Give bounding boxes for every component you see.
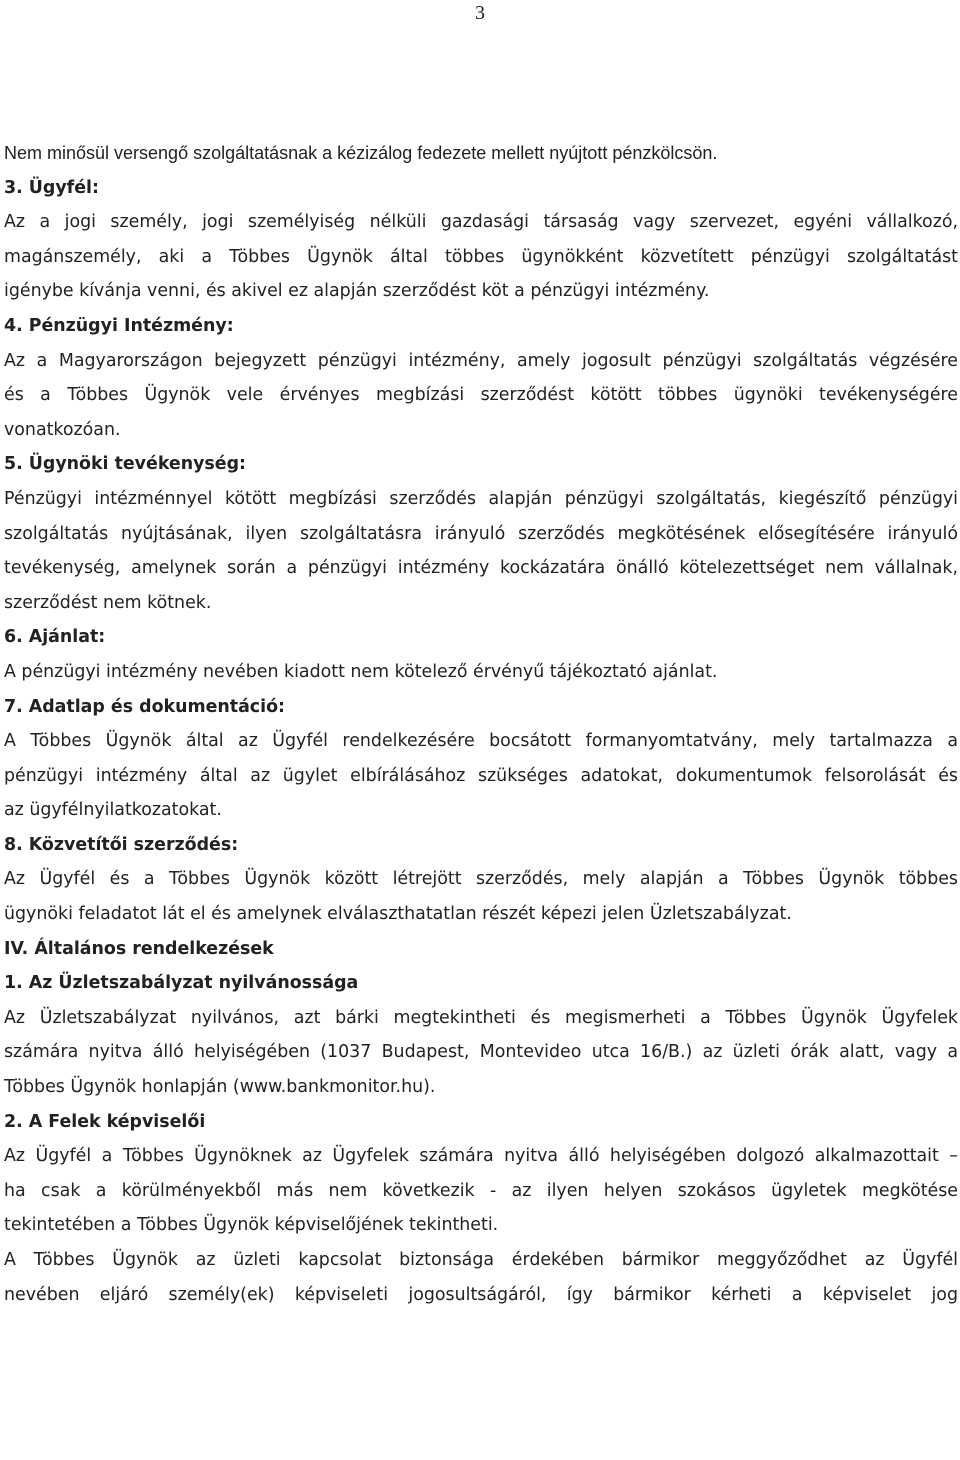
paragraph-line: szolgáltatás nyújtásának, ilyen szolgáltatásra irányuló szerződés megkötésének elősegítésére irányuló <box>4 523 958 544</box>
paragraph-line: magánszemély, aki a Többes Ügynök által többes ügynökként közvetített pénzügyi szolgáltatást <box>4 246 958 267</box>
paragraph-line: az ügyfélnyilatkozatokat. <box>4 800 222 821</box>
paragraph-line: ügynöki feladatot lát el és amelynek elválaszthatatlan részét képezi jelen Üzletszabályzat. <box>4 904 792 925</box>
paragraph-line: ha csak a körülményekből más nem következik - az ilyen helyen szokásos ügyletek megkötése <box>4 1180 958 1201</box>
paragraph-line: Az Ügyfél a Többes Ügynöknek az Ügyfelek számára nyitva álló helyiségében dolgozó alkalmazottait – <box>4 1146 958 1167</box>
section-heading: 5. Ügynöki tevékenység: <box>4 454 246 475</box>
section-heading: 2. A Felek képviselői <box>4 1111 206 1132</box>
paragraph <box>4 724 958 828</box>
paragraph-line: szerződést nem kötnek. <box>4 592 212 613</box>
paragraph-line: Az a jogi személy, jogi személyiség nélküli gazdasági társaság vagy szervezet, egyéni vállalkozó, <box>4 212 958 233</box>
paragraph-line: igénybe kívánja venni, és akivel ez alapján szerződést köt a pénzügyi intézmény. <box>4 281 710 302</box>
paragraph <box>4 344 958 448</box>
section-heading: 4. Pénzügyi Intézmény: <box>4 315 234 336</box>
paragraph <box>4 1139 958 1243</box>
paragraph <box>4 136 958 171</box>
paragraph-line: Többes Ügynök honlapján (www.bankmonitor.hu). <box>4 1077 436 1098</box>
section-heading: 6. Ajánlat: <box>4 627 106 648</box>
paragraph <box>4 1001 958 1105</box>
section-heading: 8. Közvetítői szerződés: <box>4 834 239 855</box>
paragraph-line: és a Többes Ügynök vele érvényes megbízási szerződést kötött többes ügynöki tevékenységére <box>4 385 958 406</box>
paragraph <box>4 655 958 690</box>
paragraph-line: Nem minősül versengő szolgáltatásnak a kézizálog fedezete mellett nyújtott pénzkölcsön. <box>4 143 718 163</box>
page-number: 3 <box>475 2 485 24</box>
section-heading: 1. Az Üzletszabályzat nyilvánossága <box>4 973 359 994</box>
paragraph-line: Az Ügyfél és a Többes Ügynök között létrejött szerződés, mely alapján a Többes Ügynök többes <box>4 869 958 890</box>
paragraph-line: vonatkozóan. <box>4 419 121 440</box>
paragraph-line: Az Üzletszabályzat nyilvános, azt bárki megtekintheti és megismerheti a Többes Ügynök Ügyfelek <box>4 1007 958 1028</box>
paragraph-line: Az a Magyarországon bejegyzett pénzügyi intézmény, amely jogosult pénzügyi szolgáltatás végzésére <box>4 350 958 371</box>
document-body <box>4 136 958 1312</box>
paragraph-line: számára nyitva álló helyiségében (1037 Budapest, Montevideo utca 16/B.) az üzleti órák alatt, vagy a <box>4 1042 958 1063</box>
paragraph-line: tekintetében a Többes Ügynök képviselőjének tekintheti. <box>4 1215 499 1236</box>
paragraph-line: A Többes Ügynök az üzleti kapcsolat biztonsága érdekében bármikor meggyőződhet az Ügyfél <box>4 1250 958 1270</box>
paragraph-line: tevékenység, amelynek során a pénzügyi intézmény kockázatára önálló kötelezettséget nem vállalnak, <box>4 558 958 579</box>
paragraph-line: A pénzügyi intézmény nevében kiadott nem kötelező érvényű tájékoztató ajánlat. <box>4 661 718 682</box>
paragraph-line: A Többes Ügynök által az Ügyfél rendelkezésére bocsátott formanyomtatvány, mely tartalmazza a <box>4 731 958 752</box>
section-heading: 7. Adatlap és dokumentáció: <box>4 696 285 717</box>
paragraph <box>4 205 958 309</box>
paragraph-line: pénzügyi intézmény által az ügylet elbírálásához szükséges adatokat, dokumentumok felsorolását és <box>4 765 958 786</box>
section-heading: IV. Általános rendelkezések <box>4 938 274 959</box>
paragraph-line: Pénzügyi intézménnyel kötött megbízási szerződés alapján pénzügyi szolgáltatás, kiegészítő pénzügyi <box>4 488 958 509</box>
paragraph <box>4 482 958 620</box>
paragraph <box>4 862 958 931</box>
section-heading: 3. Ügyfél: <box>4 177 99 198</box>
paragraph-line: nevében eljáró személy(ek) képviseleti jogosultságáról, így bármikor kérheti a képviselet jog <box>4 1284 958 1305</box>
paragraph <box>4 1243 958 1312</box>
